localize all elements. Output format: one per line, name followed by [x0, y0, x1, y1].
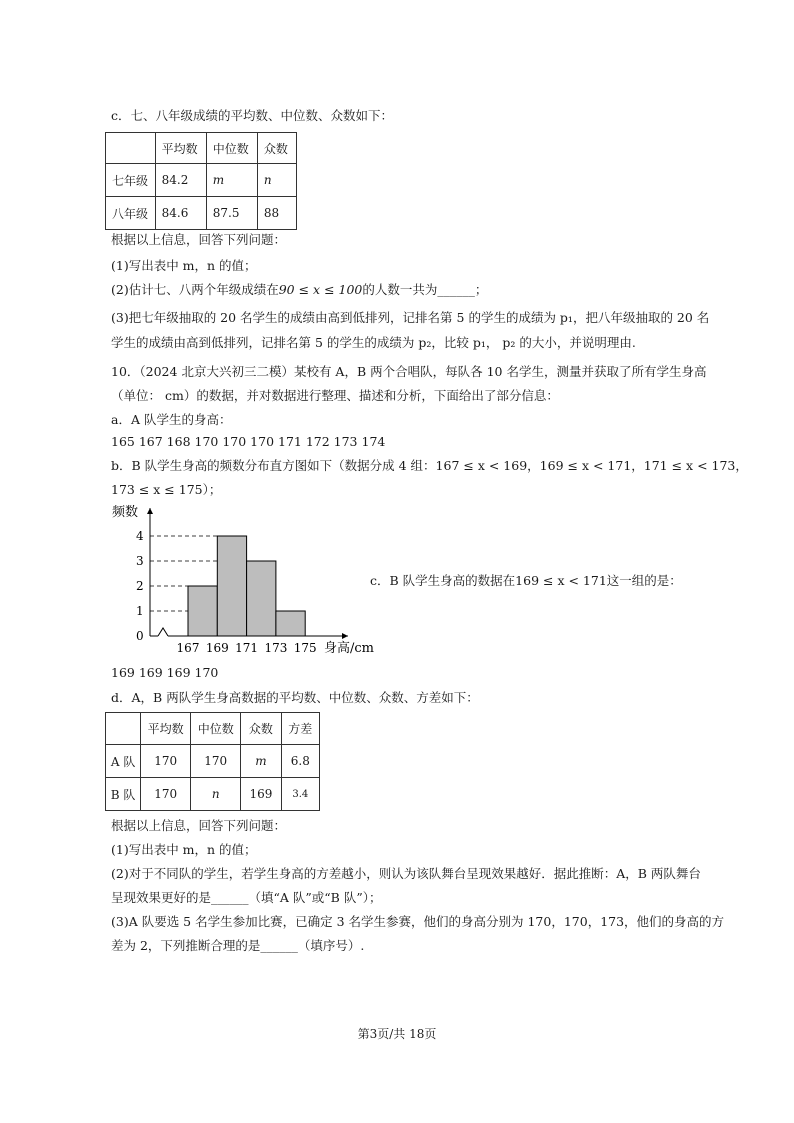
- q10-b-line2: 173 ≤ x ≤ 175）；: [111, 482, 222, 497]
- table-cell: 170: [191, 745, 241, 778]
- histogram-bar: [217, 536, 246, 636]
- y-tick-label: 1: [136, 604, 144, 618]
- x-tick-label: 167: [176, 641, 200, 655]
- table-cell: 中位数: [191, 713, 241, 745]
- table-cell: 170: [141, 778, 191, 811]
- table-cell: 八年级: [106, 197, 156, 230]
- table-cell: 平均数: [141, 713, 191, 745]
- y-tick-label: 3: [136, 554, 144, 568]
- histogram-bar: [247, 561, 276, 636]
- y-axis-label: 频数: [112, 505, 139, 520]
- table-cell: n: [191, 778, 241, 811]
- histogram-bar: [276, 611, 305, 636]
- table-cell: n: [257, 164, 296, 197]
- q9-part2-text-a: (2)估计七、八两个年级成绩在: [111, 282, 279, 297]
- table-cell: 众数: [241, 713, 281, 745]
- q10-a-values: 165 167 168 170 170 170 171 172 173 174: [111, 434, 386, 449]
- table-cell: 众数: [257, 133, 296, 164]
- y-tick-label: 0: [136, 629, 144, 643]
- q10-part2-line2: 呈现效果更好的是______（填“A 队”或“B 队”）；: [111, 890, 382, 905]
- q9-part3-line1: (3)把七年级抽取的 20 名学生的成绩由高到低排列，记排名第 5 的学生的成绩为 p₁，把八年级抽取的 20 名: [111, 310, 710, 325]
- q10-part2-line1: (2)对于不同队的学生，若学生身高的方差越小，则认为该队舞台呈现效果越好．据此推断：A，B 两队舞台: [111, 866, 701, 881]
- page-footer: 第3页/共 18页: [357, 1027, 437, 1041]
- table-cell: 方差: [281, 713, 319, 745]
- section-c-title: c．七、八年级成绩的平均数、中位数、众数如下：: [111, 108, 394, 123]
- q9-part1: (1)写出表中 m，n 的值；: [111, 258, 257, 273]
- q9-part2: [111, 282, 487, 298]
- table-cell: 七年级: [106, 164, 156, 197]
- table-cell: B 队: [106, 778, 141, 811]
- table-cell: 88: [257, 197, 296, 230]
- table-cell: 84.6: [155, 197, 206, 230]
- team-stats-table: [105, 712, 320, 811]
- q10-b-line1: b．B 队学生身高的频数分布直方图如下（数据分成 4 组：167 ≤ x < 169，169 ≤ x < 171，171 ≤ x < 173，: [111, 458, 748, 473]
- table-cell: 84.2: [155, 164, 206, 197]
- q10-a-label: a．A 队学生的身高：: [111, 412, 232, 427]
- table-cell: 平均数: [155, 133, 206, 164]
- y-tick-label: 2: [136, 579, 144, 593]
- x-axis-label: 身高/cm: [324, 641, 374, 656]
- table-cell: 169: [241, 778, 281, 811]
- table-cell: 中位数: [206, 133, 257, 164]
- q9-part2-text-c: 的人数一共为______；: [362, 282, 488, 297]
- x-tick-label: 171: [235, 641, 259, 655]
- histogram-bar: [188, 586, 217, 636]
- table-cell: 3.4: [281, 778, 319, 811]
- q10-line2: （单位： cm）的数据，并对数据进行整理、描述和分析，下面给出了部分信息：: [111, 388, 559, 403]
- q10-intro: 根据以上信息，回答下列问题：: [111, 818, 287, 833]
- q9-part3-line2: 学生的成绩由高到低排列，记排名第 5 的学生的成绩为 p₂，比较 p₁， p₂ 的大小，并说明理由.: [111, 335, 636, 350]
- axis-break-icon: [158, 628, 168, 636]
- table-cell: m: [241, 745, 281, 778]
- x-tick-label: 173: [264, 641, 288, 655]
- q10-d-label: d．A，B 两队学生身高数据的平均数、中位数、众数、方差如下：: [111, 690, 479, 705]
- grade-stats-table: [105, 132, 297, 230]
- table-cell: 170: [141, 745, 191, 778]
- table-cell: m: [206, 164, 257, 197]
- q10-c-values: 169 169 169 170: [111, 665, 219, 680]
- q10-c-label: c．B 队学生身高的数据在169 ≤ x < 171这一组的是：: [370, 573, 682, 588]
- x-tick-label: 169: [205, 641, 229, 655]
- q10-part1: (1)写出表中 m，n 的值；: [111, 842, 257, 857]
- q10-line1: 10．（2024 北京大兴初三二模）某校有 A，B 两个合唱队，每队各 10 名学生，测量并获取了所有学生身高: [111, 364, 707, 379]
- table-cell: [106, 713, 141, 745]
- table-cell: [106, 133, 156, 164]
- table-cell: 87.5: [206, 197, 257, 230]
- x-tick-label: 175: [293, 641, 317, 655]
- q10-part3-line1: (3)A 队要选 5 名学生参加比赛，已确定 3 名学生参赛，他们的身高分别为 170，170，173，他们的身高的方: [111, 914, 725, 929]
- y-tick-label: 4: [136, 529, 144, 543]
- q9-intro: 根据以上信息，回答下列问题：: [111, 232, 287, 247]
- q10-part3-line2: 差为 2，下列推断合理的是______（填序号）.: [111, 938, 365, 953]
- q9-part2-range: 90 ≤ x ≤ 100: [278, 282, 363, 297]
- table-cell: 6.8: [281, 745, 319, 778]
- height-histogram: [110, 500, 380, 660]
- table-cell: A 队: [106, 745, 141, 778]
